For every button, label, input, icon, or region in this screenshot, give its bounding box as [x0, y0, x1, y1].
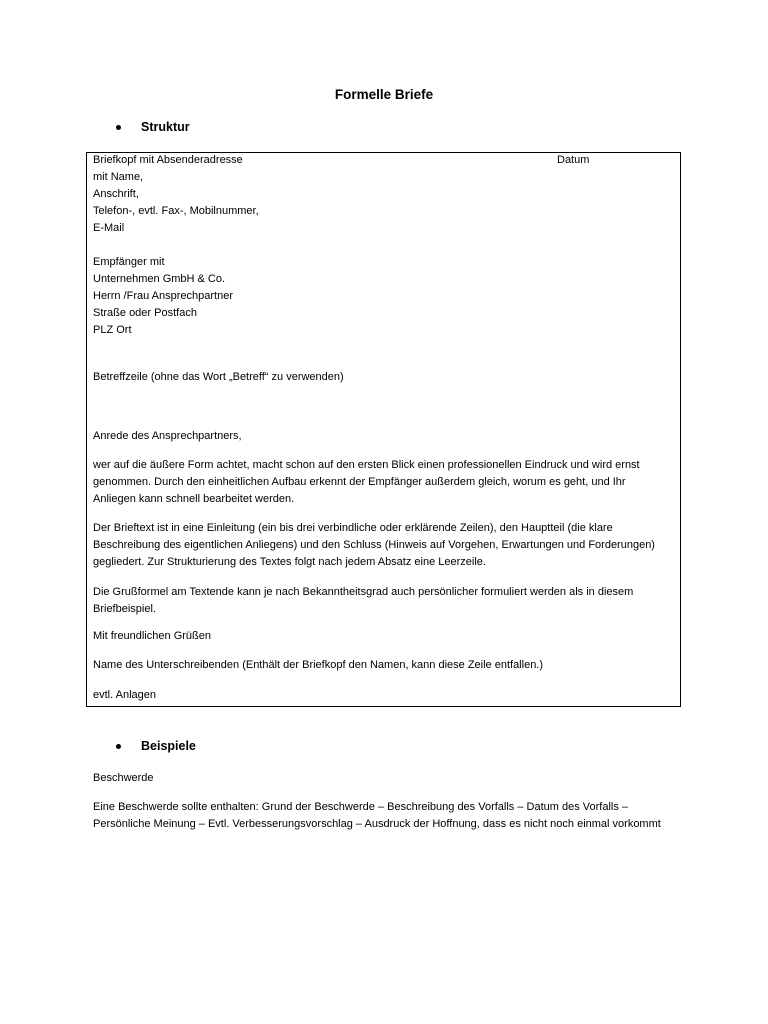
signer-line: Name des Unterschreibenden (Enthält der Briefkopf den Namen, kann diese Zeile entfallen.): [93, 659, 544, 671]
subject-line: Betreffzeile (ohne das Wort „Betreff“ zu verwenden): [93, 371, 344, 383]
sender-line: Briefkopf mit Absenderadresse: [93, 154, 243, 166]
recipient-line: Herrn /Frau Ansprechpartner: [93, 290, 234, 302]
attachments-line: evtl. Anlagen: [93, 689, 156, 701]
recipient-line: Unternehmen GmbH & Co.: [93, 273, 226, 285]
body-paragraph: wer auf die äußere Form achtet, macht schon auf den ersten Blick einen professionellen Eindruck und wird ernst genommen. Durch den einheitlichen Aufbau erkennt der Empfänger außerdem gleich, worum es geht, und Ihr Anliegen kann schnell bearbeitet werden.: [93, 459, 640, 505]
body-paragraph: Der Brieftext ist in eine Einleitung (ein bis drei verbindliche oder erklärende Zeilen), den Hauptteil (die klare Beschreibung des eigentlichen Anliegens) und den Schluss (Hinweis auf Vorgehen, Erwartungen und Forderungen) gegliedert. Zur Strukturierung des Textes folgt nach jedem Absatz eine Leerzeile.: [93, 522, 655, 568]
recipient-line: Straße oder Postfach: [93, 307, 197, 319]
sender-line: Anschrift,: [93, 188, 139, 200]
section-heading-label: Beispiele: [141, 739, 196, 753]
sender-line: mit Name,: [93, 171, 144, 183]
body-paragraph: Die Grußformel am Textende kann je nach Bekanntheitsgrad auch persönlicher formuliert werden als in diesem Briefbeispiel.: [93, 586, 634, 615]
letter-structure-box: [86, 152, 681, 707]
page-title: Formelle Briefe: [334, 87, 434, 102]
bullet-icon: [116, 744, 121, 749]
example-text: Eine Beschwerde sollte enthalten: Grund der Beschwerde – Beschreibung des Vorfalls – Datum des Vorfalls – Persönliche Meinung – Evtl. Verbesserungsvorschlag – Ausdruck der Hoffnung, dass es nicht noch einmal vorkommt: [93, 801, 661, 830]
salutation: Anrede des Ansprechpartners,: [93, 430, 242, 442]
bullet-icon: [116, 125, 121, 130]
closing-line: Mit freundlichen Grüßen: [93, 630, 211, 642]
section-heading-beispiele: [112, 739, 196, 753]
section-heading-struktur: [112, 120, 190, 134]
section-heading-label: Struktur: [141, 120, 190, 134]
recipient-line: Empfänger mit: [93, 256, 165, 268]
sender-line: E-Mail: [93, 222, 125, 234]
sender-line: Telefon-, evtl. Fax-, Mobilnummer,: [93, 205, 259, 217]
date-placeholder: Datum: [557, 154, 590, 166]
recipient-line: PLZ Ort: [93, 324, 132, 336]
example-label: Beschwerde: [93, 772, 154, 784]
